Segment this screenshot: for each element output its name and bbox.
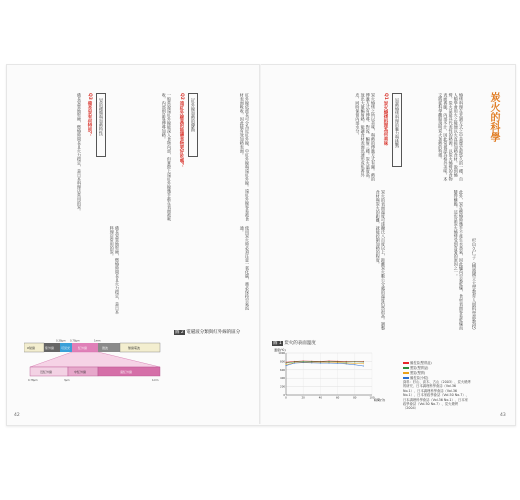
y-tick-label: 0 xyxy=(283,394,285,397)
series-point xyxy=(354,363,355,364)
legend-label: 黑炭(堅實品) xyxy=(410,366,429,370)
right-body-lower-b: 炭火的表面溫度可達攝氏八百度以上，距離炭火數公分處的溫度仍然很高。調整食材與炭火的距離，就能控制加熱的程度。 xyxy=(375,190,386,330)
series-point xyxy=(363,366,364,367)
series-point xyxy=(286,363,287,364)
series-point xyxy=(311,362,312,363)
band-label-2: 可見光 xyxy=(61,346,71,350)
ir-tick-0: 0.78μm xyxy=(28,379,38,382)
right-page-number: 43 xyxy=(500,413,506,418)
figure-1-title: 炭火的表面溫度 xyxy=(284,341,316,346)
x-tick-label: 40 xyxy=(318,396,323,400)
q3-section-box: ［炭的種類與加熱特性］ xyxy=(96,93,106,157)
y-tick-label: 1000 xyxy=(278,352,285,355)
figure-1-legend xyxy=(403,360,432,380)
figure-1-caption xyxy=(272,340,316,346)
tick-label-1: 0.78μm xyxy=(70,339,80,343)
q1-heading: Q1 炭火燒烤料理為何美味 xyxy=(383,93,388,146)
legend-swatch xyxy=(403,372,409,373)
legend-swatch xyxy=(403,367,409,368)
series-point xyxy=(320,363,321,364)
figure-2-title: 電磁波分類與紅外線的區分 xyxy=(186,330,241,335)
ir-label-2: 遠紅外線 xyxy=(120,370,133,374)
legend-swatch xyxy=(403,362,409,363)
y-axis-title: 溫度(℃) xyxy=(274,348,286,352)
article-authors: 杉山久仁子（橫濱國立大學教育人間科學部教授） xyxy=(471,238,476,333)
series-point xyxy=(329,363,330,364)
left-body-a: 紅外線依波長可分為近紅外線、中紅外線與遠紅外線。遠紅外線容易被食材表面吸收，因此能有效加熱表面。 xyxy=(239,93,250,221)
legend-label: 黑炭(堅實) xyxy=(410,371,426,375)
ir-label-1: 中紅外線 xyxy=(74,370,87,374)
x-tick-label: 60 xyxy=(335,396,340,400)
chart-series xyxy=(286,360,364,366)
series-point xyxy=(363,362,364,363)
series-point xyxy=(286,365,287,366)
band-label-4: 微波 xyxy=(102,346,109,350)
left-body-d: 使用炭火時必須注意一氧化碳，務必保持空氣流通。 xyxy=(239,226,250,310)
figure-2-label: 圖 2 xyxy=(175,330,184,335)
figure-2-spectrum xyxy=(24,339,174,399)
series-point xyxy=(354,361,355,362)
y-tick-label: 400 xyxy=(280,377,285,381)
series-point xyxy=(354,364,355,365)
series-point xyxy=(346,363,347,364)
chart-axes xyxy=(286,353,372,395)
spectrum-top-band xyxy=(24,343,160,352)
left-body-e: 備長炭質地堅硬，燃燒時間長且火力穩定，是日本料理店常用的炭。 xyxy=(109,226,120,314)
q1-section-box: ［加熱燒烤料理的魅力與挑戰］ xyxy=(392,93,402,167)
y-tick-label: 800 xyxy=(280,360,285,364)
series-point xyxy=(294,363,295,364)
q2-heading: Q2 遠紅外線真的能讓食物更好吃嗎？ xyxy=(179,93,184,168)
series-point xyxy=(363,363,364,364)
left-body-b: 一般常說遠紅外線能深入食物內部，但實際上遠紅外線幾乎都在表面被吸收，內部則是靠傳導加熱。 xyxy=(161,93,172,221)
band-label-1: 紫外線 xyxy=(45,346,55,350)
q2-section-box: ［紅外線加熱的優點］ xyxy=(188,93,198,157)
y-tick-label: 600 xyxy=(280,368,285,372)
spectrum-bottom-band xyxy=(30,367,160,376)
tick-label-0: 0.38μm xyxy=(56,339,66,343)
right-body-intro: 燒烤料理在烹調方式之中是歷史最悠久的一種，自人類學會用火之後便以火直接加熱食材。說到燒烤，炭火是最具代表性的熱源。以炭火燒烤的食物表面香脆、內部多汁，因此常被認為格外美味。本文將從科學觀點說明炭火加熱的特徵。 xyxy=(438,93,464,181)
figure-1-label: 圖 1 xyxy=(273,341,282,346)
y-tick-label: 200 xyxy=(280,385,285,389)
figure-1-source: 資料：杉山、高木、古山（2003）、炭火燒烤的研究、日本調理科學會誌（Vol.36 No.1）、日本調理科學會誌（Vol.36 No.1）、日本家政學會誌（Vol.50 No.7）、日本調理科學會誌（Vol.36 No.1）、日本家政學會誌（Vol.50 No.7）、炭火燒烤（2004） xyxy=(403,380,471,410)
band-label-0: X射線 xyxy=(27,346,36,350)
band-label-3: 紅外線 xyxy=(78,346,88,350)
infrared-zoom-wedge xyxy=(30,352,160,367)
chart-grid xyxy=(286,353,372,395)
figure-1-chart xyxy=(272,347,396,403)
x-tick-label: 100 xyxy=(369,396,375,400)
x-tick-label: 80 xyxy=(353,396,357,400)
legend-swatch xyxy=(403,377,409,378)
ir-tick-2: 1mm xyxy=(152,379,159,382)
band-label-5: 無線電波 xyxy=(128,346,141,350)
book-gutter xyxy=(259,64,261,424)
x-axis-title: 時間(分) xyxy=(374,398,386,402)
series-point xyxy=(337,363,338,364)
left-body-c: 備長炭質地堅硬，燃燒時間長且火力穩定，是日本料理店常用的炭。 xyxy=(77,93,82,213)
ir-tick-1: 3μm xyxy=(64,379,70,382)
figure-2-caption xyxy=(174,329,240,335)
x-tick-label: 20 xyxy=(301,396,305,400)
x-tick-label: 0 xyxy=(285,396,287,400)
article-title: 炭火的科學 xyxy=(488,92,499,142)
series-point xyxy=(303,362,304,363)
left-page-number: 42 xyxy=(14,413,20,418)
series-point xyxy=(346,362,347,363)
ir-label-0: 近紅外線 xyxy=(40,370,53,374)
right-body-q1: 炭火燒烤之所以美味，與熱的傳遞方式有關。熱的傳遞方式有傳導、對流、輻射三種。炭火溫度高，放出大量輻射熱，能讓食材表面迅速形成焦香外皮，同時保留內部水分。 xyxy=(355,93,376,181)
legend-label: 備長炭(堅實品) xyxy=(410,361,432,365)
tick-label-2: 1mm xyxy=(94,339,101,343)
legend-label: 備長炭(小粒) xyxy=(410,376,429,380)
chart-tick-labels xyxy=(278,351,374,400)
right-body-lower-a: 此外，炭在燃燒時幾乎不產生水蒸氣，因此爐內空氣乾燥，食材表面容易乾燥而變得酥脆。這也是炭火燒烤受到喜愛的原因之一。 xyxy=(453,190,464,330)
q3-heading: Q3 備長炭有何特別？ xyxy=(87,93,92,137)
